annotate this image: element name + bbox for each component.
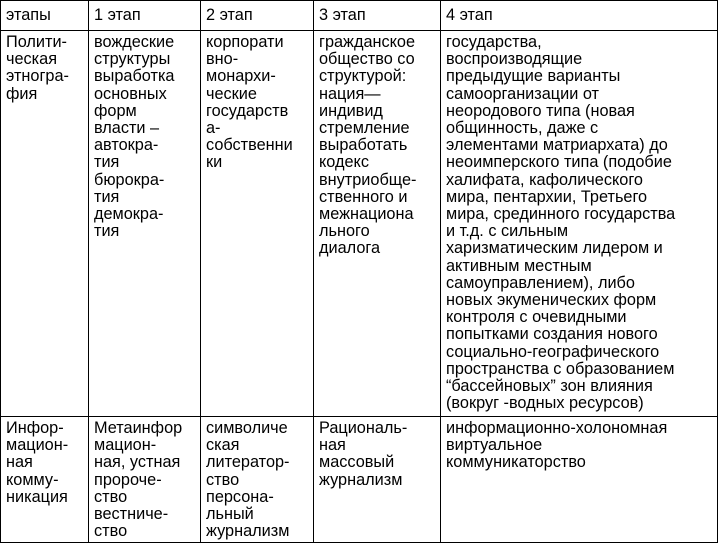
header-row bbox=[1, 1, 718, 31]
information-stage-4-cell: информационно-холономная виртуальное коммуникаторство bbox=[441, 417, 718, 543]
row-label-politics: Полити- ческая этногра- фия bbox=[1, 31, 89, 417]
politics-stage-1-cell: вождеские структуры выработка основных форм власти – автокра- тия бюрокра- тия демокра- тия bbox=[89, 31, 201, 417]
politics-stage-4-cell: государства, воспроизводящие предыдущие варианты самоорганизации от неородового типа (новая общинность, даже с элементами матриархата) до неоимперского типа (подобие халифата, кафолического мира, пентархии, Третьего мира, срединного государства и т.д. с сильным харизматическим лидером и активным местным самоуправлением), либо новых экуменических форм контроля с очевидными попытками создания нового социально-географического пространства с образованием “бассейновых” зон влияния (вокруг -водных ресурсов) bbox=[441, 31, 718, 417]
row-label-information: Инфор- мацион- ная комму- никация bbox=[1, 417, 89, 543]
table-row-information bbox=[1, 417, 718, 543]
header-cell-stage-4: 4 этап bbox=[441, 1, 718, 31]
information-stage-3-cell: Рациональ- ная массовый журнализм bbox=[314, 417, 441, 543]
header-cell-stage-1: 1 этап bbox=[89, 1, 201, 31]
politics-stage-2-cell: корпорати вно- монархи- ческие государств а- собственни ки bbox=[201, 31, 314, 417]
table-row-politics bbox=[1, 31, 718, 417]
header-cell-stages: этапы bbox=[1, 1, 89, 31]
politics-stage-3-cell: гражданское общество со структурой: нация— индивид стремление выработать кодекс внутриобще- ственного и межнациона льного диалога bbox=[314, 31, 441, 417]
header-cell-stage-3: 3 этап bbox=[314, 1, 441, 31]
information-stage-1-cell: Метаинфор мацион- ная, устная пророче- ство вестниче- ство bbox=[89, 417, 201, 543]
header-cell-stage-2: 2 этап bbox=[201, 1, 314, 31]
information-stage-2-cell: символиче ская литератор- ство персона- льный журнализм bbox=[201, 417, 314, 543]
